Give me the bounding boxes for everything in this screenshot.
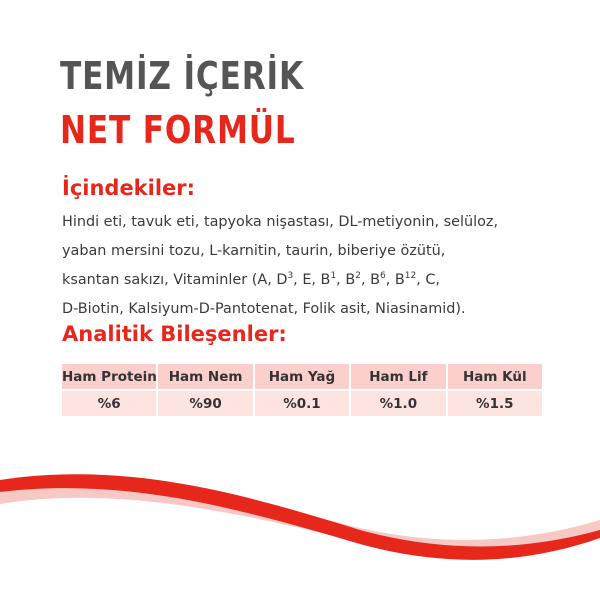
title-line-2: NET FORMÜL — [60, 108, 296, 152]
header-cell-fat: Ham Yağ — [255, 364, 349, 389]
ingredients-line — [62, 295, 542, 324]
header-cell-protein: Ham Protein — [62, 364, 156, 389]
ingredients-text — [62, 208, 542, 324]
ingredients-text-segment: Hindi eti, tavuk eti, tapyoka nişastası, DL-metiyonin, selüloz, — [62, 214, 499, 230]
vitamin-superscript: 12 — [404, 271, 417, 282]
ingredients-line — [62, 237, 542, 266]
ingredients-heading: İçindekiler: — [62, 176, 196, 200]
ingredients-line — [62, 208, 542, 237]
value-cell-fiber: %1.0 — [351, 391, 445, 416]
analysis-header-row — [62, 364, 542, 389]
vitamin-superscript: 2 — [355, 271, 361, 282]
wave-red-band — [0, 474, 600, 560]
analysis-heading: Analitik Bileşenler: — [62, 322, 287, 346]
vitamin-superscript: 1 — [330, 271, 337, 282]
ingredients-text-segment: D-Biotin, Kalsiyum-D-Pantotenat, Folik asit, Niasinamid). — [62, 301, 466, 317]
analysis-table — [60, 362, 544, 418]
value-cell-moisture: %90 — [158, 391, 252, 416]
value-cell-fat: %0.1 — [255, 391, 349, 416]
ingredients-text-segment: yaban mersini tozu, L-karnitin, taurin, biberiye özütü, — [62, 243, 446, 259]
analysis-value-row — [62, 391, 542, 416]
header-cell-ash: Ham Kül — [448, 364, 542, 389]
value-cell-protein: %6 — [62, 391, 156, 416]
title-line-1: TEMİZ İÇERİK — [60, 54, 304, 98]
vitamin-superscript: 6 — [379, 271, 386, 282]
ingredients-text-segment: , C, — [416, 272, 440, 288]
header-cell-fiber: Ham Lif — [351, 364, 445, 389]
ingredients-text-segment: ksantan sakızı, Vitaminler (A, D — [62, 272, 288, 288]
vitamin-superscript: 3 — [287, 271, 294, 282]
ingredients-text-segment: , B — [385, 272, 405, 288]
decorative-wave — [0, 440, 600, 600]
ingredients-text-segment: , B — [336, 272, 356, 288]
header-cell-moisture: Ham Nem — [158, 364, 252, 389]
ingredients-text-segment: , E, B — [293, 272, 331, 288]
ingredients-text-segment: , B — [360, 272, 380, 288]
value-cell-ash: %1.5 — [448, 391, 542, 416]
ingredients-line — [62, 266, 542, 295]
